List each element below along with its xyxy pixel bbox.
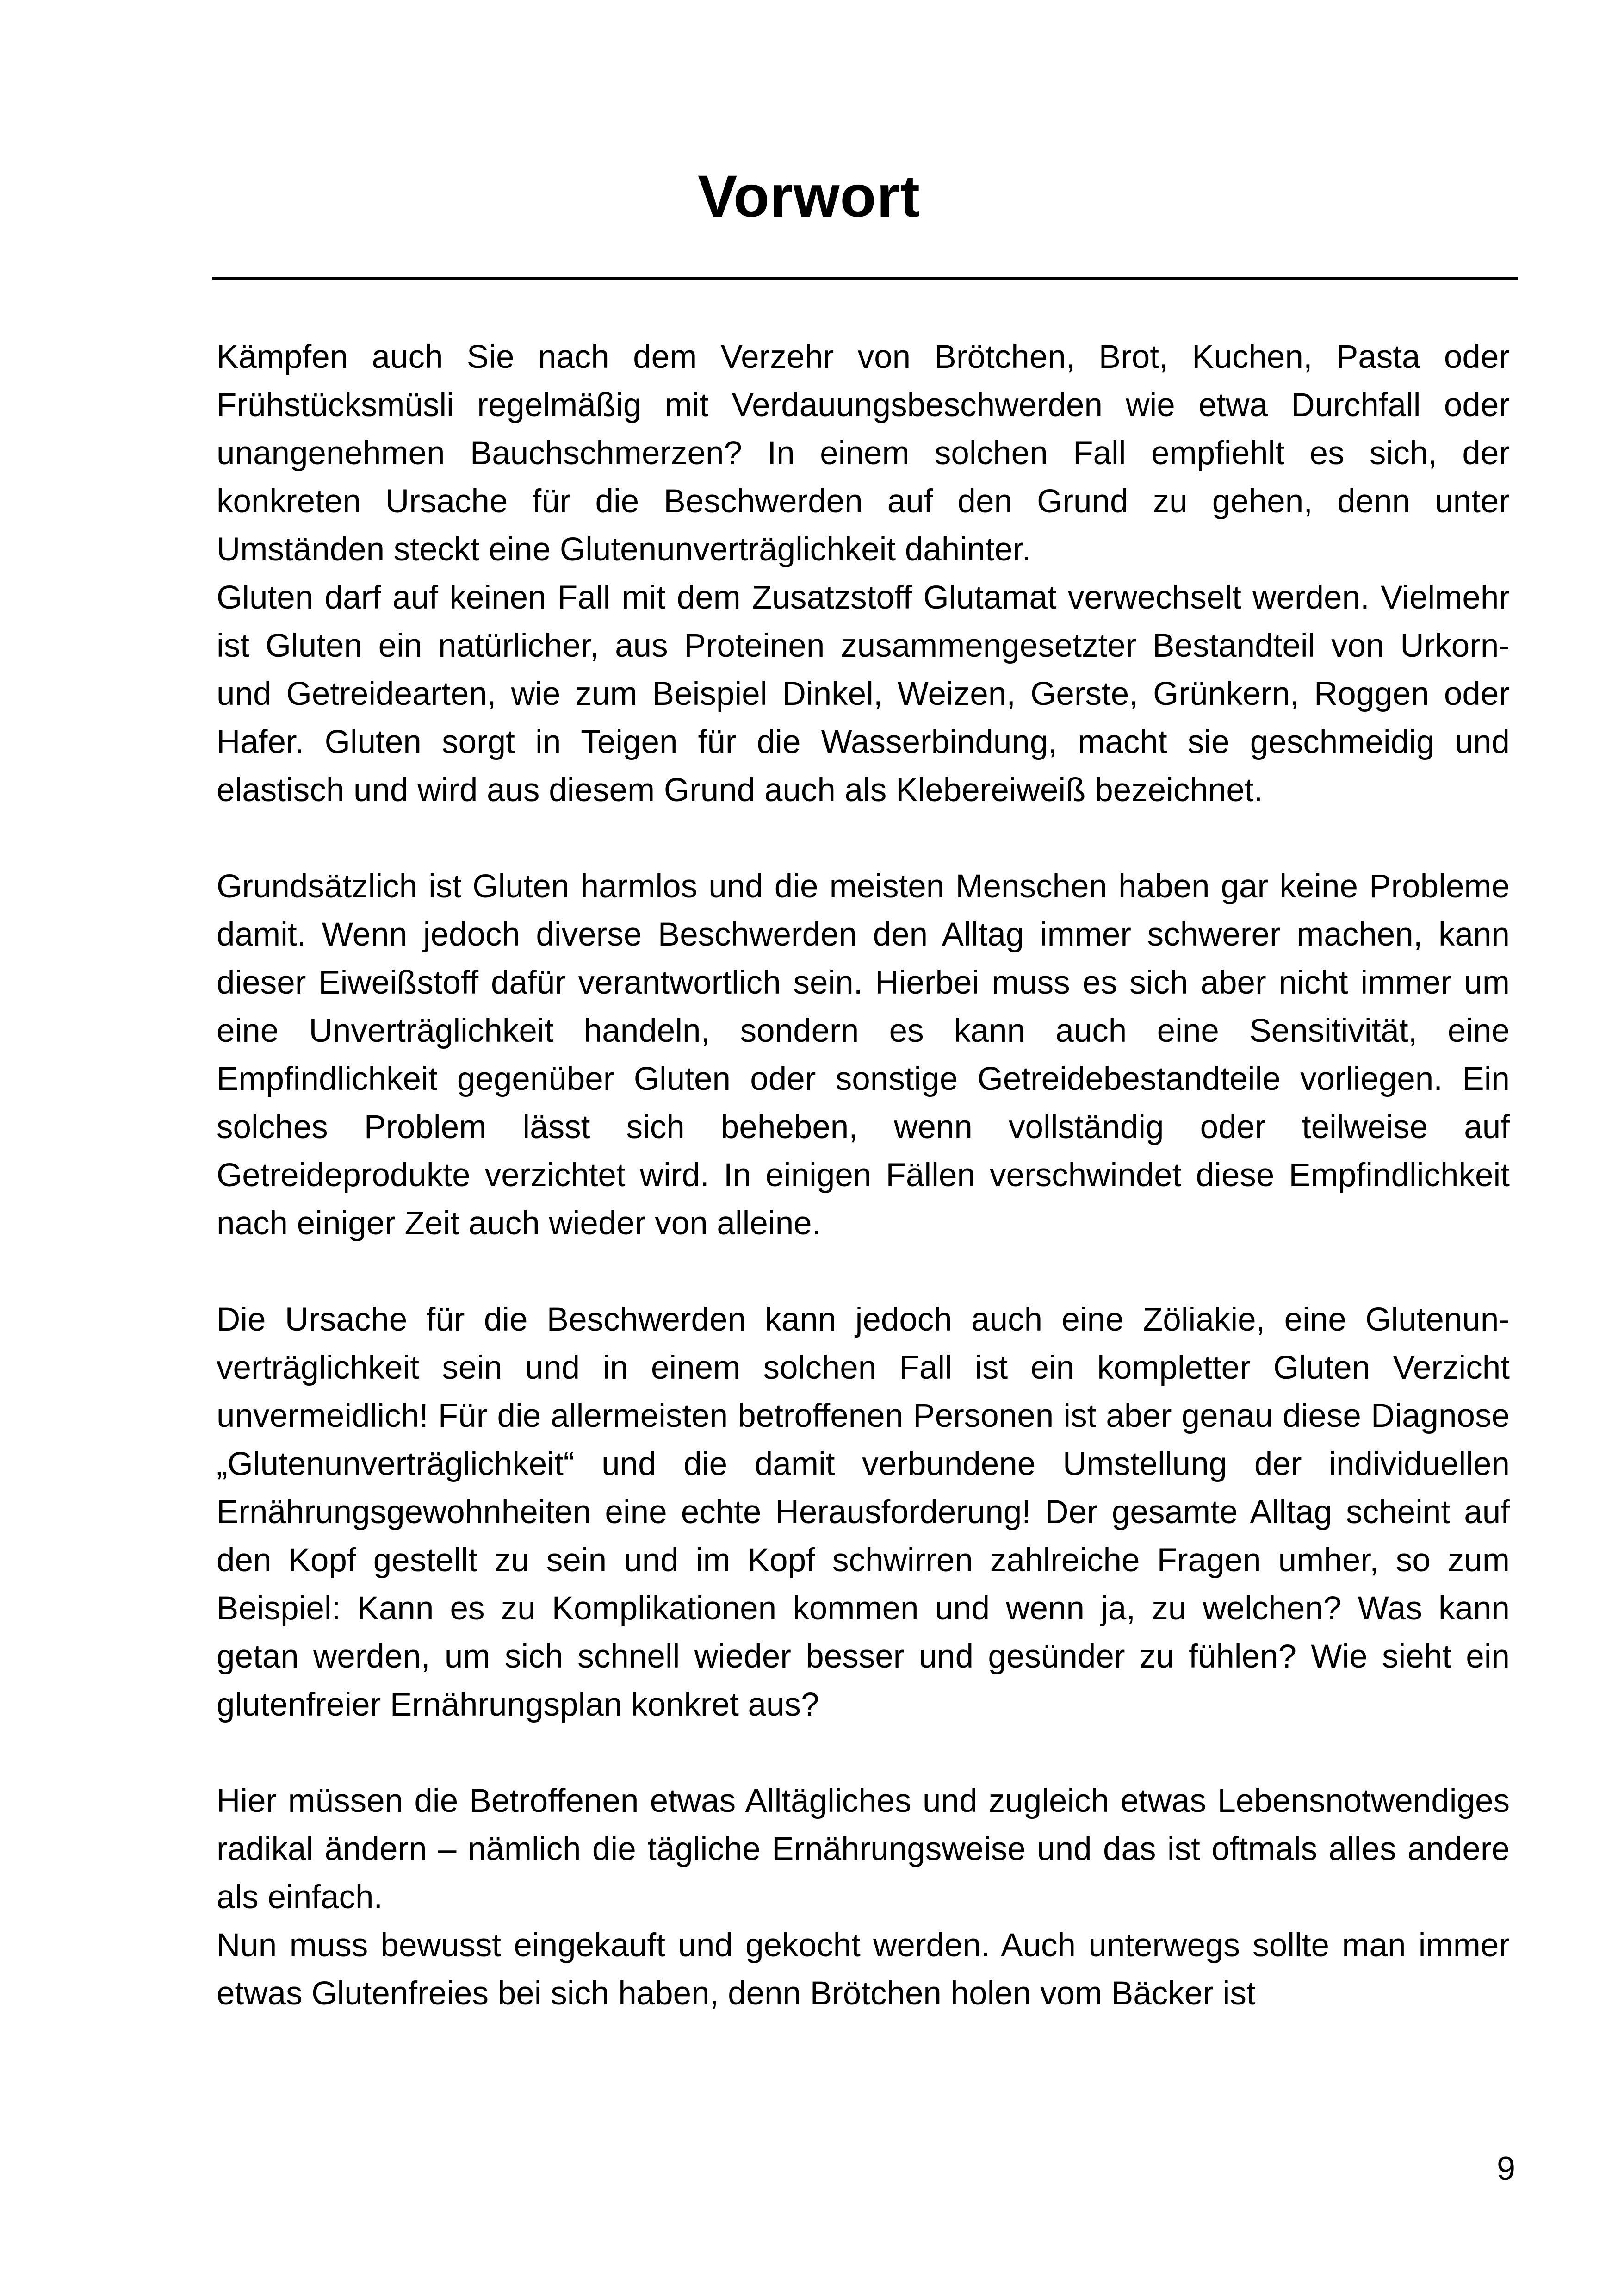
paragraph: Nun muss bewusst eingekauft und gekocht werden. Auch unterwegs sollte man immer etwas Glutenfreies bei sich haben, denn Brötchen holen vom Bäcker ist — [217, 1927, 1510, 2012]
title-divider — [212, 277, 1518, 280]
page-number: 9 — [1496, 2150, 1515, 2187]
paragraph: Gluten darf auf keinen Fall mit dem Zusatzstoff Glutamat verwechselt werden. Vielmehr ist Gluten ein natürlicher, aus Proteinen zusammengesetzter Bestandteil von Urkorn- und Getreidearten, wie zum Beispiel Dinkel, Weizen, Gerste, Grünkern, Roggen oder Hafer. Gluten sorgt in Teigen für die Wasserbindung, macht sie geschmeidig und elastisch und wird aus diesem Grund auch als Klebereiweiß bezeichnet. — [217, 579, 1510, 809]
paragraph: Kämpfen auch Sie nach dem Verzehr von Brötchen, Brot, Kuchen, Pasta oder Frühstücksmüsli regelmäßig mit Verdauungsbeschwerden wie etwa Durchfall oder unangenehmen Bauchschmerzen? In einem solchen Fall empfiehlt es sich, der konkreten Ursache für die Beschwerden auf den Grund zu gehen, denn unter Umständen steckt eine Glutenunverträglichkeit dahinter. — [217, 339, 1510, 568]
page-title: Vorwort — [697, 163, 921, 230]
paragraph: Grundsätzlich ist Gluten harmlos und die meisten Menschen haben gar keine Probleme damit. Wenn jedoch diverse Beschwerden den Alltag immer schwerer machen, kann dieser Eiweißstoff dafür verantwortlich sein. Hierbei muss es sich aber nicht immer um eine Unverträglichkeit handeln, sondern es kann auch eine Sensitivität, eine Empfindlichkeit gegenüber Gluten oder sonstige Getreidebestandteile vorliegen. Ein solches Problem lässt sich beheben, wenn vollständig oder teilweise auf Getreideprodukte verzichtet wird. In einigen Fällen verschwindet diese Empfindlichkeit nach einiger Zeit auch wieder von alleine. — [217, 868, 1510, 1242]
paragraph: Die Ursache für die Beschwerden kann jedoch auch eine Zöliakie, eine Glutenunverträglichkeit sein und in einem solchen Fall ist ein kompletter Gluten Verzicht unvermeidlich! Für die allermeisten betroffenen Personen ist aber genau diese Diagnose „Glutenunverträglichkeit“ und die damit verbundene Umstellung der individuellen Ernährungsgewohnheiten eine echte Herausforderung! Der gesamte Alltag scheint auf den Kopf gestellt zu sein und im Kopf schwirren zahlreiche Fragen umher, so zum Beispiel: Kann es zu Komplikationen kommen und wenn ja, zu welchen? Was kann getan werden, um sich schnell wieder besser und gesünder zu fühlen? Wie sieht ein glutenfreier Ernährungsplan konkret aus? — [217, 1301, 1510, 1723]
paragraph: Hier müssen die Betroffenen etwas Alltägliches und zugleich etwas Lebensnotwendiges radikal ändern – nämlich die tägliche Ernährungsweise und das ist oftmals alles andere als einfach. — [217, 1783, 1510, 1916]
body-text — [217, 333, 1510, 2018]
